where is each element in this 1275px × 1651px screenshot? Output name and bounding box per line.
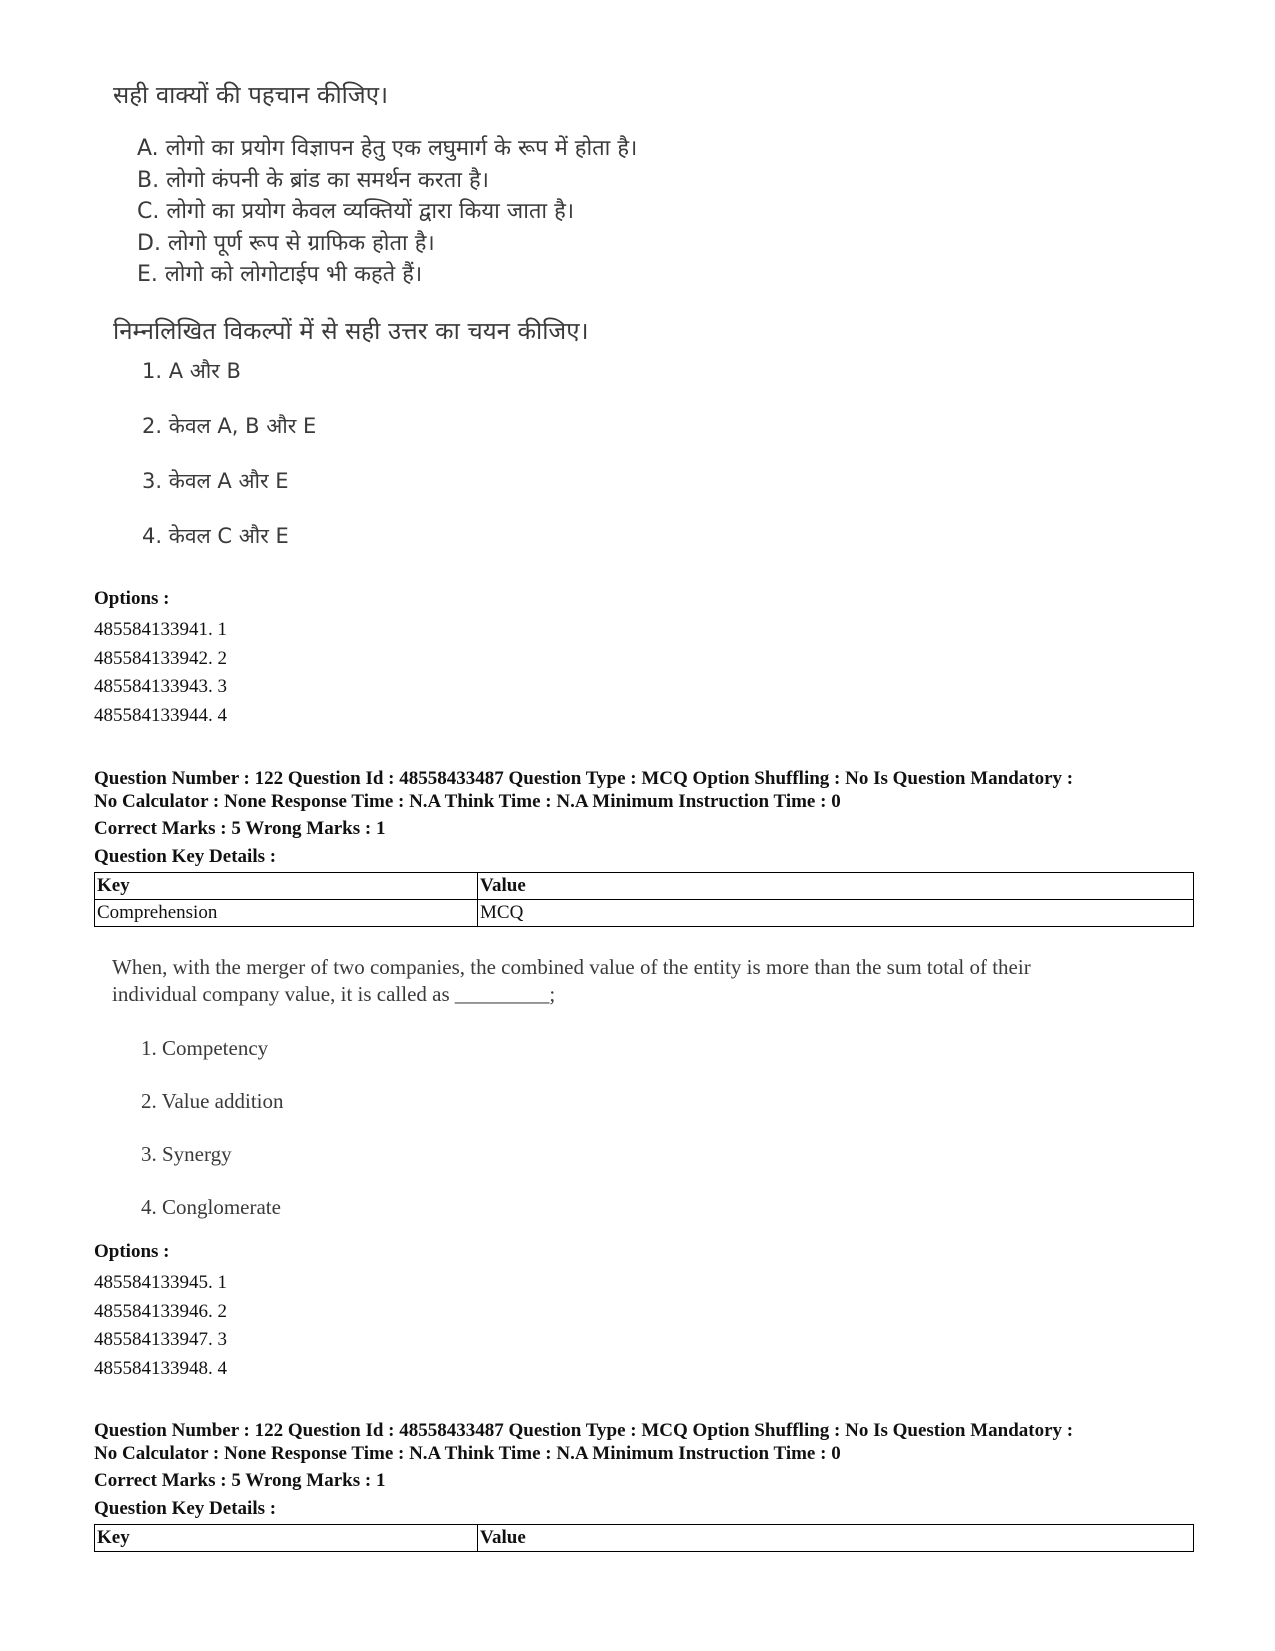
key-details-label: Question Key Details : xyxy=(94,846,277,867)
table-header-value: Value xyxy=(478,873,1194,900)
option-item: 485584133943. 3 xyxy=(94,676,227,697)
choice-2: 2. केवल A, B और E xyxy=(142,414,317,438)
question-text-line2: individual company value, it is called as _________; xyxy=(112,982,556,1006)
question-meta-line1: Question Number : 122 Question Id : 48558433487 Question Type : MCQ Option Shuffling : No Is Question Mandatory : xyxy=(94,768,1074,789)
question-meta-line2: No Calculator : None Response Time : N.A Think Time : N.A Minimum Instruction Time : 0 xyxy=(94,1443,841,1464)
option-item: 485584133945. 1 xyxy=(94,1272,227,1293)
marks-line: Correct Marks : 5 Wrong Marks : 1 xyxy=(94,1470,386,1491)
table-row xyxy=(95,900,1194,927)
choice-4: 4. Conglomerate xyxy=(141,1195,281,1219)
key-details-label: Question Key Details : xyxy=(94,1498,277,1519)
statement-d: D. लोगो पूर्ण रूप से ग्राफिक होता है। xyxy=(137,230,435,256)
table-cell-value: MCQ xyxy=(478,900,1194,927)
options-label: Options : xyxy=(94,588,170,609)
option-item: 485584133946. 2 xyxy=(94,1300,227,1322)
marks-line: Correct Marks : 5 Wrong Marks : 1 xyxy=(94,818,386,839)
choice-1: 1. A और B xyxy=(142,359,241,383)
options-list xyxy=(94,616,227,730)
choice-2: 2. Value addition xyxy=(141,1089,284,1113)
statement-e: E. लोगो को लोगोटाईप भी कहते हैं। xyxy=(137,262,423,287)
option-item: 485584133941. 1 xyxy=(94,619,227,640)
table-header-row xyxy=(95,873,1194,900)
choice-1: 1. Competency xyxy=(141,1036,269,1060)
option-item: 485584133944. 4 xyxy=(94,704,227,726)
question-meta-line1: Question Number : 122 Question Id : 48558433487 Question Type : MCQ Option Shuffling : No Is Question Mandatory : xyxy=(94,1420,1074,1441)
choice-4: 4. केवल C और E xyxy=(142,524,289,548)
option-item: 485584133948. 4 xyxy=(94,1357,227,1379)
question-text-line1: When, with the merger of two companies, the combined value of the entity is more than the sum total of their xyxy=(112,955,1031,979)
statement-list xyxy=(137,133,637,291)
question-meta-line2: No Calculator : None Response Time : N.A Think Time : N.A Minimum Instruction Time : 0 xyxy=(94,791,841,812)
question-meta xyxy=(94,767,1204,813)
table-header-key: Key xyxy=(95,873,478,900)
table-header-row xyxy=(95,1525,1194,1552)
table-header-key: Key xyxy=(95,1525,478,1552)
question-prompt: सही वाक्यों की पहचान कीजिए। xyxy=(113,81,389,109)
question-text xyxy=(112,954,1172,1008)
table-header-value: Value xyxy=(478,1525,1194,1552)
statement-a: A. लोगो का प्रयोग विज्ञापन हेतु एक लघुमार्ग के रूप में होता है। xyxy=(137,136,638,161)
key-details-table xyxy=(94,872,1194,927)
options-list xyxy=(94,1269,227,1383)
option-item: 485584133942. 2 xyxy=(94,647,227,669)
choice-3: 3. Synergy xyxy=(141,1142,232,1166)
choice-3: 3. केवल A और E xyxy=(142,469,289,493)
table-cell-key: Comprehension xyxy=(95,900,478,927)
key-details-table xyxy=(94,1524,1194,1552)
question-meta xyxy=(94,1419,1204,1465)
question-instruction: निम्नलिखित विकल्पों में से सही उत्तर का चयन कीजिए। xyxy=(113,317,589,345)
option-item: 485584133947. 3 xyxy=(94,1329,227,1350)
options-label: Options : xyxy=(94,1241,170,1262)
statement-c: C. लोगो का प्रयोग केवल व्यक्तियों द्वारा किया जाता है। xyxy=(137,199,575,224)
statement-b: B. लोगो कंपनी के ब्रांड का समर्थन करता है। xyxy=(137,167,489,193)
